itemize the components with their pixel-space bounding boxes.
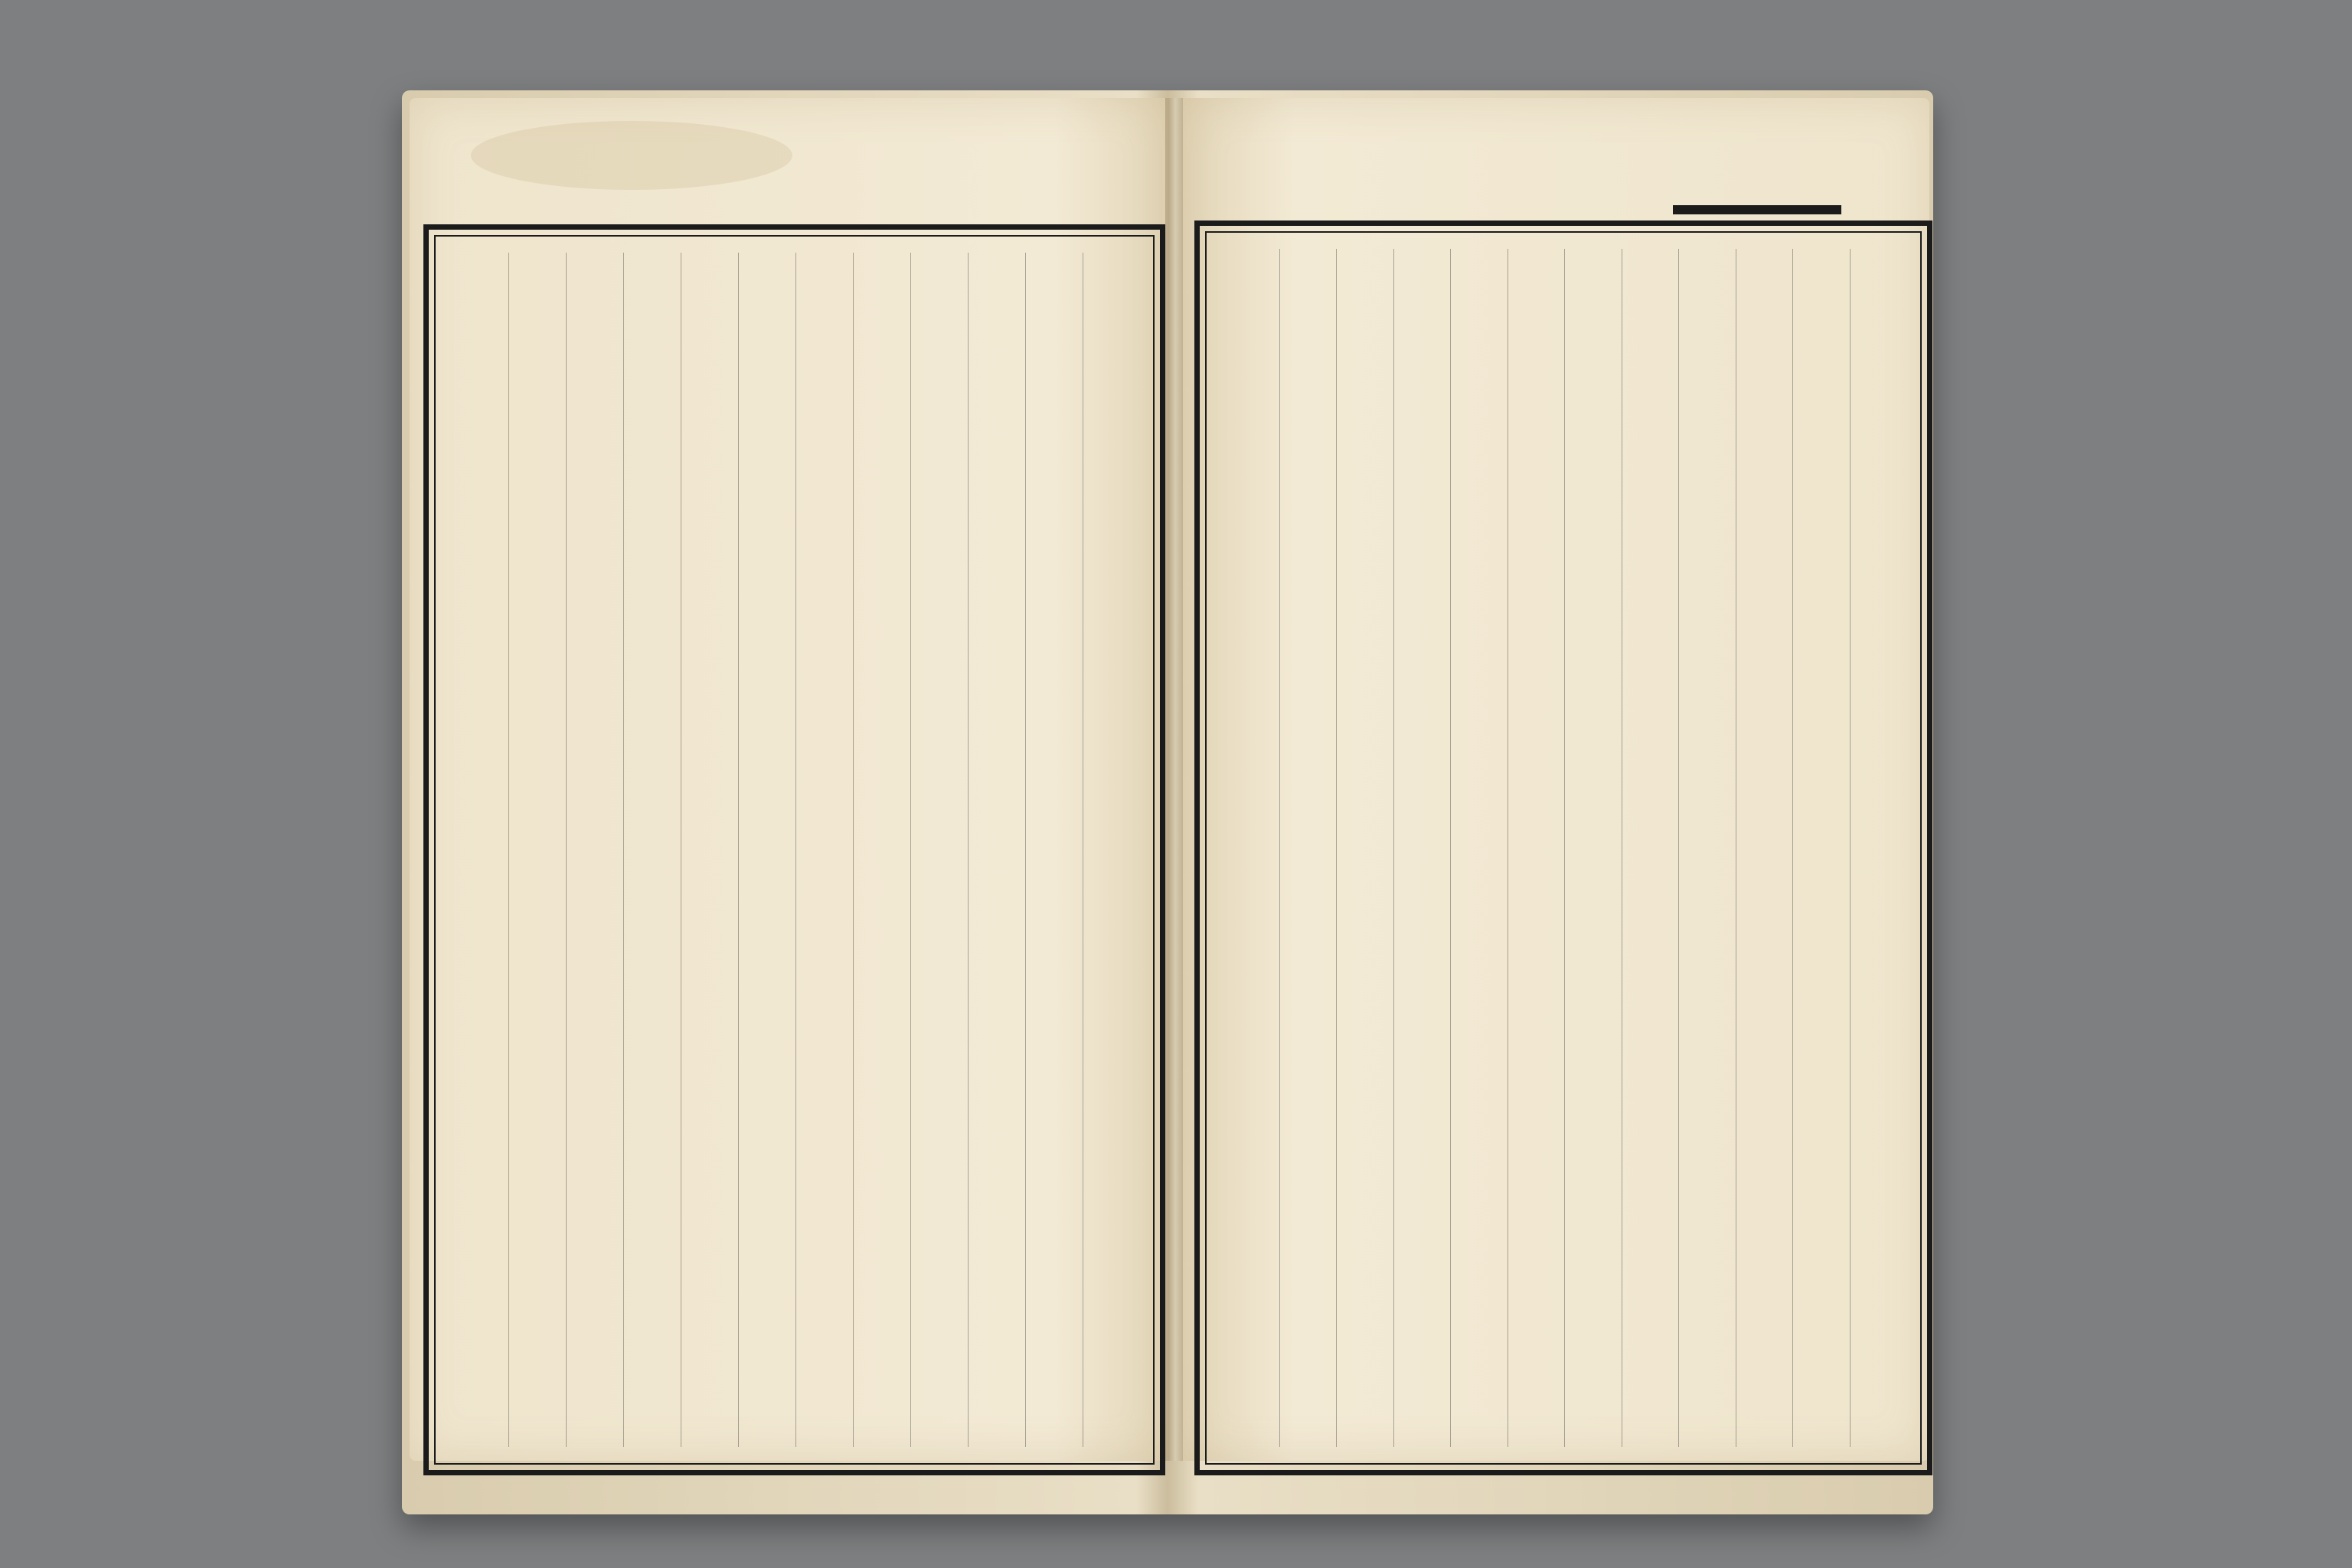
- text-column: [1678, 249, 1733, 1447]
- left-page: [410, 98, 1168, 1461]
- text-column: [1393, 249, 1448, 1447]
- text-column: [566, 253, 620, 1447]
- text-column: [738, 253, 792, 1447]
- text-column: [1083, 253, 1137, 1447]
- left-page-columns: [452, 253, 1137, 1447]
- header-mark: [1673, 205, 1841, 214]
- paper-stain: [471, 121, 792, 190]
- text-column: [1508, 249, 1562, 1447]
- left-page-frame: [423, 224, 1165, 1475]
- text-column: [1622, 249, 1676, 1447]
- text-column: [1450, 249, 1504, 1447]
- text-column: [795, 253, 850, 1447]
- text-column: [968, 253, 1022, 1447]
- text-column: [1279, 249, 1334, 1447]
- text-column: [910, 253, 965, 1447]
- text-column: [452, 253, 505, 1447]
- text-column: [1336, 249, 1390, 1447]
- text-column: [508, 253, 563, 1447]
- text-column: [681, 253, 735, 1447]
- text-column: [1025, 253, 1080, 1447]
- right-page: [1183, 98, 1929, 1461]
- text-column: [1564, 249, 1619, 1447]
- text-column: [1223, 249, 1276, 1447]
- text-column: [1850, 249, 1904, 1447]
- text-column: [1736, 249, 1790, 1447]
- right-page-columns: [1223, 249, 1904, 1447]
- text-column: [623, 253, 678, 1447]
- text-column: [853, 253, 907, 1447]
- right-page-frame: [1194, 220, 1932, 1475]
- text-column: [1792, 249, 1847, 1447]
